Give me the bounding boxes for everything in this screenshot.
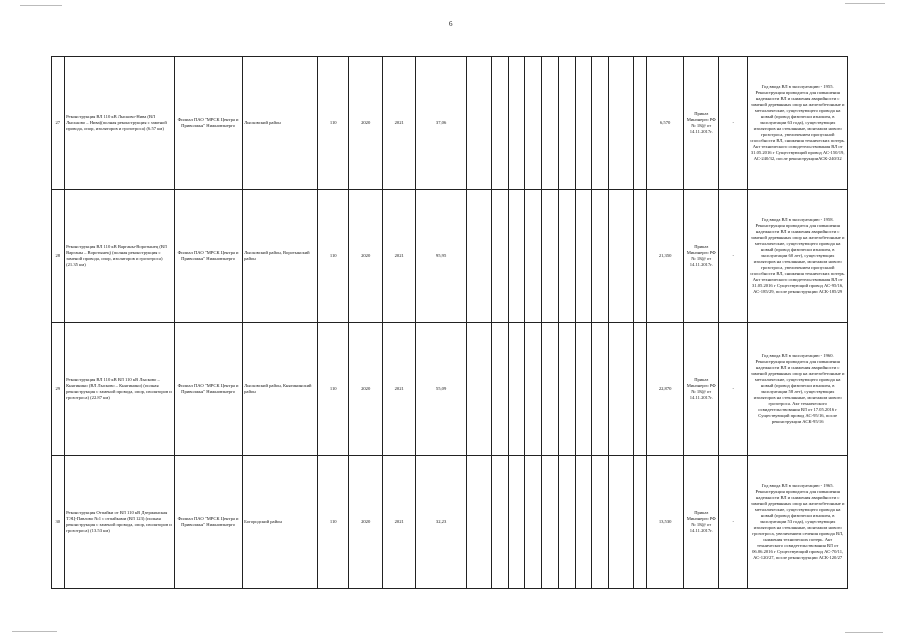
empty-cell (525, 323, 542, 456)
page-number: 6 (449, 20, 453, 28)
empty-cell (491, 190, 508, 323)
district: Лысковский район, Княгининский район (242, 323, 317, 456)
empty-cell (466, 190, 491, 323)
cost: 32,23 (416, 456, 466, 589)
empty-cell (542, 57, 559, 190)
year-end: 2021 (382, 456, 416, 589)
order-reference: Приказ Минэнерго РФ № 18@ от 14.11.2017г. (684, 456, 719, 589)
project-name: Реконструкция ВЛ 110 кВ Лысково-Нива (ВЛ Лыськово – Нива)(полная реконструкция с заменой провода, опор, изоляторов и грозотроса) (6.57 км) (64, 57, 174, 190)
year-end: 2021 (382, 323, 416, 456)
empty-cell (609, 456, 634, 589)
empty-cell (634, 323, 647, 456)
dash-cell: - (719, 456, 748, 589)
voltage: 110 (318, 323, 349, 456)
row-number: 27 (52, 57, 65, 190)
cost: 37,06 (416, 57, 466, 190)
empty-cell (575, 456, 592, 589)
empty-cell (558, 190, 575, 323)
scan-artifact (845, 632, 883, 633)
empty-cell (466, 323, 491, 456)
table-row (52, 190, 848, 323)
justification-note: Год ввода ВЛ в эксплуатацию - 1965. Реконструкция проводится для повышения надежности ВЛ и снижения аварийности с заменой деревянных опор на железобетонные и металлические, существующего провода на новый (провод физически изношен, в эксплуатации 53 года), существующих изоляторов на стеклянные, монтажом нового грозотроса, увеличением сечения провода ВЛ, снижения технических потерь. Акт технического освидетельствования ВЛ от 06.06.2016 г Существующий провод АС-70/11, АС-120/27, после реконструкции АСК-120/27 (748, 456, 848, 589)
justification-note: Год ввода ВЛ в эксплуатацию - 1958. Реконструкция проводится для повышения надежности ВЛ и снижения аварийности с заменой деревянных опор на железобетонные и металлические, существующего провода на новый (провод физически изношен, в эксплуатации 60 лет), существующих изоляторов на стеклянные, монтажом нового грозотроса, увеличением пропускной способности ВЛ, снижения технических потерь. Акт технического освидетельствования ВЛ от 31.05.2016 г Существующий провод АС-95/16, АС-185/29, после реконструкции АСК-185/29 (748, 190, 848, 323)
dash-cell: - (719, 323, 748, 456)
scan-artifact (20, 5, 62, 6)
year-start: 2020 (349, 57, 383, 190)
table-row (52, 323, 848, 456)
empty-cell (525, 456, 542, 589)
row-number: 30 (52, 456, 65, 589)
line-length: 22,870 (646, 323, 684, 456)
empty-cell (508, 323, 525, 456)
empty-cell (575, 57, 592, 190)
row-number: 29 (52, 323, 65, 456)
empty-cell (558, 323, 575, 456)
empty-cell (609, 323, 634, 456)
dash-cell: - (719, 190, 748, 323)
empty-cell (634, 190, 647, 323)
empty-cell (508, 456, 525, 589)
empty-cell (542, 190, 559, 323)
table-row (52, 456, 848, 589)
order-reference: Приказ Минэнерго РФ № 18@ от 14.11.2017г. (684, 323, 719, 456)
line-length: 6,570 (646, 57, 684, 190)
empty-cell (592, 456, 609, 589)
order-reference: Приказ Минэнерго РФ № 18@ от 14.11.2017г. (684, 57, 719, 190)
empty-cell (542, 456, 559, 589)
cost: 55,09 (416, 323, 466, 456)
empty-cell (609, 190, 634, 323)
year-start: 2020 (349, 323, 383, 456)
empty-cell (575, 190, 592, 323)
empty-cell (542, 323, 559, 456)
line-length: 21,350 (646, 190, 684, 323)
empty-cell (525, 190, 542, 323)
organization: Филиал ПАО "МРСК Центра и Приволжья" Нижновэнерго (174, 190, 242, 323)
year-end: 2021 (382, 190, 416, 323)
district: Лысковский район, Воротынский район (242, 190, 317, 323)
empty-cell (558, 57, 575, 190)
voltage: 110 (318, 456, 349, 589)
table-row (52, 57, 848, 190)
organization: Филиал ПАО "МРСК Центра и Приволжья" Нижновэнерго (174, 57, 242, 190)
empty-cell (491, 456, 508, 589)
cost: 95,95 (416, 190, 466, 323)
empty-cell (592, 190, 609, 323)
empty-cell (508, 57, 525, 190)
project-name: Реконструкция ВЛ 110 кВ ВЛ 110 кВ Лысково – Княгинино (ВЛ Лысково – Княгинино) (полная реконструкция с заменой провода, опор, изоляторов и грозотроса) (22.87 км) (64, 323, 174, 456)
organization: Филиал ПАО "МРСК Центра и Приволжья" Нижновэнерго (174, 456, 242, 589)
empty-cell (575, 323, 592, 456)
empty-cell (491, 323, 508, 456)
scan-artifact (12, 631, 57, 632)
justification-note: Год ввода ВЛ в эксплуатацию - 1960. Реконструкция проводится для повышения надежности ВЛ и снижения аварийности с заменой деревянных опор на железобетонные и металлические, существующего провода на новый (провод физически изношен, в эксплуатации 58 лет), существующих изоляторов на стеклянные, монтажом нового грозотроса. Акт технического освидетельствования ВЛ от 17.05.2016 г Существующий провод АС-95/16, после реконструкции АСК-95/16 (748, 323, 848, 456)
row-number: 28 (52, 190, 65, 323)
empty-cell (592, 323, 609, 456)
organization: Филиал ПАО "МРСК Центра и Приволжья" Нижновэнерго (174, 323, 242, 456)
empty-cell (525, 57, 542, 190)
line-length: 13,530 (646, 456, 684, 589)
voltage: 110 (318, 190, 349, 323)
empty-cell (466, 57, 491, 190)
empty-cell (491, 57, 508, 190)
district: Лысковский район (242, 57, 317, 190)
empty-cell (508, 190, 525, 323)
empty-cell (609, 57, 634, 190)
order-reference: Приказ Минэнерго РФ № 18@ от 14.11.2017г. (684, 190, 719, 323)
empty-cell (592, 57, 609, 190)
voltage: 110 (318, 57, 349, 190)
project-name: Реконструкция ВЛ 110 кВ Варганы-Воротынец (ВЛ Варганы – Воротынец) (полная реконструкция с заменой провода, опор, изоляторов и грозотроса) (21.35 км) (64, 190, 174, 323)
empty-cell (558, 456, 575, 589)
year-start: 2020 (349, 190, 383, 323)
year-start: 2020 (349, 456, 383, 589)
dash-cell: - (719, 57, 748, 190)
year-end: 2021 (382, 57, 416, 190)
project-name: Реконструкция Отпайки от ВЛ 110 кВ Дзержинская ТЭЦ-Павлово №1 с отпайками (ВЛ 123) (полная реконструкция с заменой провода, опор, изоляторов и грозотроса) (13.53 км) (64, 456, 174, 589)
empty-cell (634, 456, 647, 589)
projects-table (51, 56, 848, 589)
empty-cell (466, 456, 491, 589)
empty-cell (634, 57, 647, 190)
scan-artifact (845, 3, 885, 4)
district: Богородский район (242, 456, 317, 589)
justification-note: Год ввода ВЛ в эксплуатацию - 1955. Реконструкция проводится для повышения надежности ВЛ и снижения аварийности с заменой деревянных опор на железобетонные и металлические, существующего провода на новый (провод физически изношен, в эксплуатации 63 года), существующих изоляторов на стеклянные, монтажом нового грозотроса, увеличением пропускной способности ВЛ, снижения технических потерь. Акт технического освидетельствования ВЛ от 31.05.2016 г Существующий провод АС-150/19, АС-240/32, после реконструкцииАСК-240/32 (748, 57, 848, 190)
